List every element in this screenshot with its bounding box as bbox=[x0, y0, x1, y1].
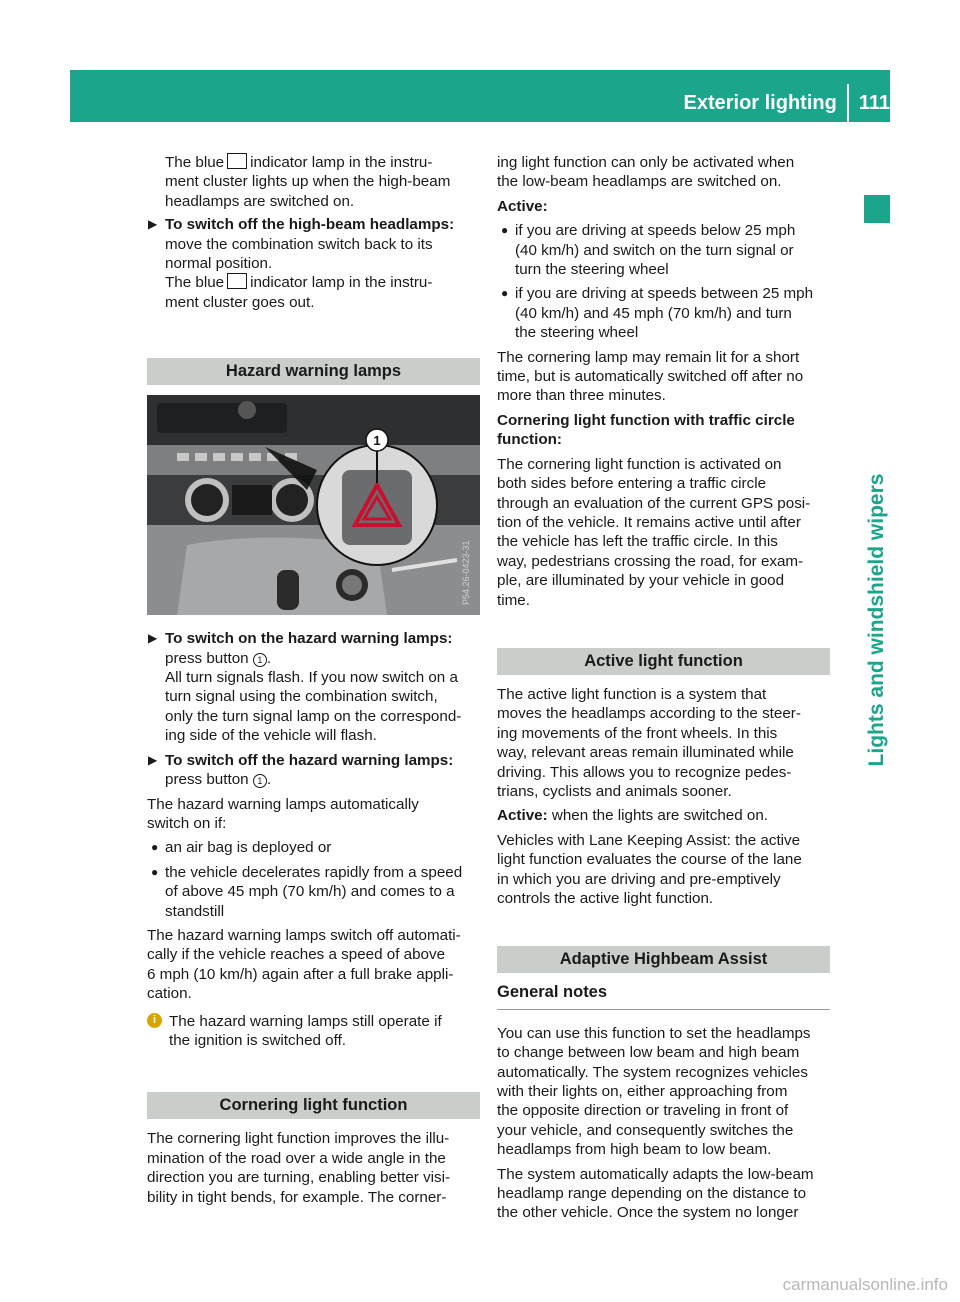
text-line: normal position. bbox=[165, 255, 273, 273]
text-line: The cornering light function is activated on bbox=[497, 455, 782, 473]
text-span: indicator lamp in the instru- bbox=[250, 274, 433, 292]
text-line: ing side of the vehicle will flash. bbox=[165, 727, 377, 745]
text-line: ing light function can only be activated when bbox=[497, 154, 795, 171]
system-adapts-paragraph bbox=[497, 1165, 830, 1223]
text-span: press button bbox=[165, 771, 249, 789]
arrow-icon: ▶ bbox=[148, 631, 158, 646]
text-line: cation. bbox=[147, 985, 192, 1003]
text-line: You can use this function to set the headlamps bbox=[497, 1024, 811, 1042]
text-line: cally if the vehicle reaches a speed of above bbox=[147, 946, 446, 964]
text-line: tion of the vehicle. It remains active until after bbox=[497, 513, 801, 531]
page-header bbox=[683, 84, 890, 122]
section-heading-hazard: Hazard warning lamps bbox=[147, 358, 480, 385]
chapter-tab-marker bbox=[864, 195, 890, 223]
text-line: light function evaluates the course of the lane bbox=[497, 851, 802, 869]
text-line: in which you are driving and pre-emptively bbox=[497, 870, 781, 888]
section-heading-adaptive-highbeam: Adaptive Highbeam Assist bbox=[497, 946, 830, 973]
callout-1-icon: 1 bbox=[253, 653, 267, 667]
text-line: headlamp range depending on the distance to bbox=[497, 1185, 807, 1203]
text-line: move the combination switch back to its bbox=[165, 235, 433, 253]
text-line: switch on if: bbox=[147, 814, 227, 832]
bullet-icon: ● bbox=[501, 286, 509, 301]
text-line: an air bag is deployed or bbox=[165, 839, 332, 857]
text-line: to change between low beam and high beam bbox=[497, 1044, 800, 1062]
active-light-active bbox=[497, 806, 830, 825]
active-label: Active: bbox=[497, 197, 548, 215]
text-line: your vehicle, and consequently switches the bbox=[497, 1121, 794, 1139]
remain-lit-paragraph bbox=[497, 348, 830, 406]
text-line: headlamps from high beam to low beam. bbox=[497, 1141, 772, 1159]
text-line: mination of the road over a wide angle in the bbox=[147, 1149, 446, 1167]
general-notes-paragraph bbox=[497, 1024, 830, 1160]
left-column bbox=[147, 153, 480, 1212]
step-title: To switch off the hazard warning lamps: bbox=[165, 751, 454, 769]
bullet-item bbox=[497, 284, 830, 342]
text-line: turn signal using the combination switch, bbox=[165, 688, 438, 706]
auto-switch-paragraph bbox=[147, 795, 480, 834]
text-line: if you are driving at speeds below 25 mph bbox=[515, 222, 796, 240]
text-line: time, but is automatically switched off after no bbox=[497, 368, 804, 386]
text-line: 6 mph (10 km/h) again after a full brake appli- bbox=[147, 965, 454, 983]
step-high-beam-off bbox=[147, 215, 480, 312]
text-line: standstill bbox=[165, 902, 225, 920]
text-line: time. bbox=[497, 591, 530, 609]
text-line: if you are driving at speeds between 25 mph bbox=[515, 285, 814, 303]
page-number: 111 bbox=[858, 92, 890, 114]
photo-callout-number: 1 bbox=[373, 433, 381, 449]
text-line: automatically. The system recognizes vehicles bbox=[497, 1063, 808, 1081]
text-line: The cornering light function improves the illu- bbox=[147, 1130, 450, 1148]
text-line: function: bbox=[497, 431, 562, 449]
right-column bbox=[497, 153, 830, 1228]
text-line: way, pedestrians crossing the road, for exam- bbox=[497, 552, 804, 570]
bullet-item bbox=[147, 863, 480, 921]
text-line: The active light function is a system that bbox=[497, 685, 767, 703]
text-span: The blue bbox=[165, 154, 225, 171]
text-line: The hazard warning lamps switch off automati- bbox=[147, 926, 461, 944]
text-line: driving. This allows you to recognize pedes- bbox=[497, 763, 792, 781]
intro-paragraph bbox=[147, 153, 480, 211]
text-line: The system automatically adapts the low-beam bbox=[497, 1165, 814, 1183]
watermark: carmanualsonline.info bbox=[782, 1274, 948, 1294]
traffic-circle-title bbox=[497, 411, 830, 450]
dashboard-illustration bbox=[147, 395, 480, 615]
text-line: the other vehicle. Once the system no longer bbox=[497, 1204, 799, 1222]
text-span: The blue bbox=[165, 274, 225, 292]
text-line: the steering wheel bbox=[515, 324, 639, 342]
step-hazard-on: ▶ To switch on the hazard warning lamps: press button 1 . All turn signals flash. If you now switch on a turn signal using the combination switch, only the turn signal lamp on the correspond- ing side of the vehicle will flash. bbox=[147, 629, 480, 745]
text-span: press button bbox=[165, 649, 249, 667]
text-line: through an evaluation of the current GPS posi- bbox=[497, 494, 811, 512]
text-line: controls the active light function. bbox=[497, 890, 714, 907]
text-line: the ignition is switched off. bbox=[169, 1031, 347, 1049]
step-title: To switch off the high-beam headlamps: bbox=[165, 216, 455, 234]
text-line: (40 km/h) and switch on the turn signal or bbox=[515, 241, 794, 259]
text-span: when the lights are switched on. bbox=[551, 807, 769, 825]
text-line: (40 km/h) and 45 mph (70 km/h) and turn bbox=[515, 304, 792, 322]
active-label: Active: bbox=[497, 807, 548, 825]
text-line: The cornering lamp may remain lit for a short bbox=[497, 348, 800, 366]
arrow-icon: ▶ bbox=[148, 217, 158, 232]
text-line: only the turn signal lamp on the correspond- bbox=[165, 707, 462, 725]
chapter-title: Exterior lighting bbox=[683, 92, 837, 114]
bullet-icon: ● bbox=[151, 840, 159, 855]
info-note bbox=[147, 1012, 480, 1051]
text-line: headlamps are switched on. bbox=[165, 192, 355, 210]
active-light-paragraph bbox=[497, 685, 830, 801]
section-heading-cornering: Cornering light function bbox=[147, 1092, 480, 1119]
text-line: bility in tight bends, for example. The corner- bbox=[147, 1188, 447, 1206]
callout-1-icon: 1 bbox=[253, 774, 267, 788]
text-line: ing movements of the front wheels. In this bbox=[497, 724, 778, 742]
text-line: with their lights on, either approaching from bbox=[497, 1083, 788, 1101]
text-line: the low-beam headlamps are switched on. bbox=[497, 173, 782, 191]
text-line: The hazard warning lamps automatically bbox=[147, 795, 419, 813]
high-beam-icon bbox=[227, 273, 247, 289]
cornering-continued bbox=[497, 153, 830, 192]
text-line: of above 45 mph (70 km/h) and comes to a bbox=[165, 883, 455, 901]
text-line: the vehicle has left the traffic circle. In this bbox=[497, 533, 778, 551]
text-line: moves the headlamps according to the steer- bbox=[497, 705, 801, 723]
text-line: turn the steering wheel bbox=[515, 261, 669, 279]
text-line: trians, cyclists and animals sooner. bbox=[497, 782, 732, 800]
high-beam-icon bbox=[227, 153, 247, 169]
step-title: To switch on the hazard warning lamps: bbox=[165, 630, 453, 648]
bullet-item bbox=[147, 838, 480, 857]
text-line: way, relevant areas remain illuminated while bbox=[497, 744, 794, 762]
text-line: ple, are illuminated by your vehicle in good bbox=[497, 572, 785, 590]
text-line: The hazard warning lamps still operate if bbox=[169, 1012, 442, 1030]
text-line: ment cluster lights up when the high-beam bbox=[165, 173, 451, 191]
text-span: indicator lamp in the instru- bbox=[250, 154, 433, 171]
step-hazard-off: ▶ To switch off the hazard warning lamps: press button 1 . bbox=[147, 751, 480, 790]
cornering-paragraph bbox=[147, 1129, 480, 1207]
text-line: Cornering light function with traffic circle bbox=[497, 411, 795, 429]
arrow-icon: ▶ bbox=[148, 752, 158, 767]
text-line: ment cluster goes out. bbox=[165, 293, 315, 311]
text-line: All turn signals flash. If you now switch on a bbox=[165, 669, 458, 687]
hazard-button-photo bbox=[147, 395, 480, 615]
text-line: the vehicle decelerates rapidly from a speed bbox=[165, 863, 463, 881]
lane-keeping-paragraph bbox=[497, 831, 830, 909]
text-line: direction you are turning, enabling better visi- bbox=[147, 1169, 451, 1187]
text-line: both sides before entering a traffic circle bbox=[497, 475, 767, 493]
section-heading-active-light: Active light function bbox=[497, 648, 830, 675]
text-line: the opposite direction or traveling in front of bbox=[497, 1102, 789, 1120]
subheading-general-notes: General notes bbox=[497, 983, 830, 1009]
chapter-side-label: Lights and windshield wipers bbox=[865, 473, 888, 767]
bullet-icon: ● bbox=[501, 223, 509, 238]
traffic-circle-paragraph bbox=[497, 455, 830, 610]
header-divider bbox=[847, 84, 849, 122]
photo-code: P54.26-0423-31 bbox=[461, 540, 471, 606]
bullet-item bbox=[497, 221, 830, 279]
text-line: Vehicles with Lane Keeping Assist: the active bbox=[497, 831, 801, 849]
info-icon: i bbox=[147, 1013, 162, 1028]
text-line: more than three minutes. bbox=[497, 387, 666, 405]
bullet-icon: ● bbox=[151, 864, 159, 879]
auto-off-paragraph bbox=[147, 926, 480, 1004]
